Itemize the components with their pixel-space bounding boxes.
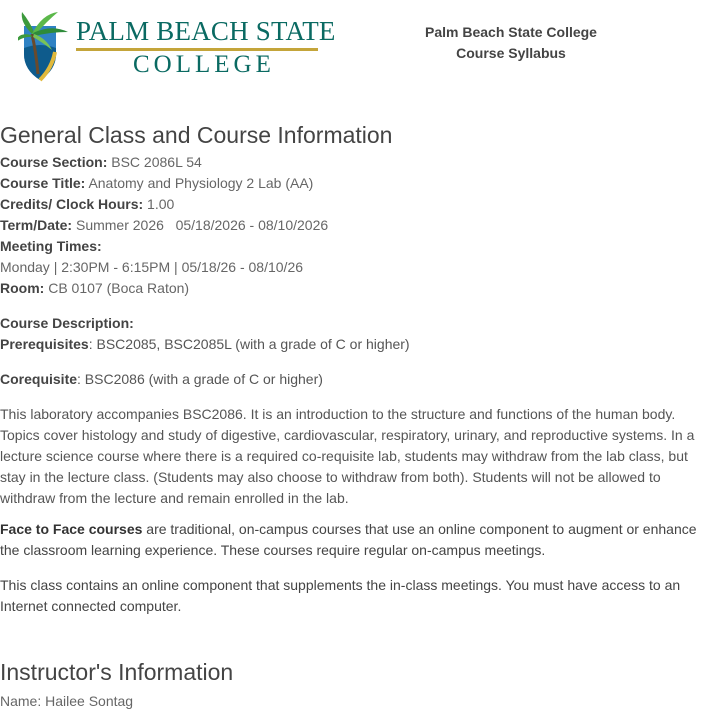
term-row xyxy=(0,215,720,236)
corequisite-label: Corequisite xyxy=(0,371,78,387)
course-title-row xyxy=(0,173,720,194)
logo-wordmark-bottom: COLLEGE xyxy=(133,51,275,78)
course-description-label: Course Description: xyxy=(0,315,134,331)
logo-wordmark-top: PALM BEACH STATE xyxy=(76,16,336,46)
college-logo xyxy=(18,8,336,83)
term-label: Term/Date: xyxy=(0,217,73,233)
course-section-row xyxy=(0,152,720,173)
college-name: Palm Beach State College xyxy=(425,24,597,40)
room-row xyxy=(0,278,720,299)
general-info-heading: General Class and Course Information xyxy=(0,122,393,148)
course-description-row xyxy=(0,313,720,334)
meeting-times-value: Monday | 2:30PM - 6:15PM | 05/18/26 - 08/10/26 xyxy=(0,259,304,275)
prerequisites-row xyxy=(0,334,720,355)
online-component-paragraph: This class contains an online component that supplements the in-class meetings. You must have access to an Internet connected computer. xyxy=(0,577,681,614)
meeting-times-row xyxy=(0,236,720,257)
meeting-times-label: Meeting Times: xyxy=(0,238,102,254)
credits-value: 1.00 xyxy=(147,196,175,212)
page-header xyxy=(0,0,720,95)
course-description-text: This laboratory accompanies BSC2086. It is an introduction to the structure and functions of the human body. Topics cover histology and study of digestive, cardiovascular, respiratory, urinary, and reproductive systems. In a lecture science course where there is a required co-requisite lab, students may withdraw from the lab class, but stay in the lecture class. (Students may also choose to withdraw from both). Students will not be allowed to withdraw from the lecture and remain enrolled in the lab. xyxy=(0,406,695,506)
course-title-value: Anatomy and Physiology 2 Lab (AA) xyxy=(88,175,314,191)
face-to-face-paragraph xyxy=(0,519,716,561)
instructor-info-heading: Instructor's Information xyxy=(0,659,234,685)
corequisite-value: : BSC2086 (with a grade of C or higher) xyxy=(77,371,323,387)
face-to-face-text: are traditional, on-campus courses that use an online component to augment or enhance the classroom learning experience. These courses require regular on-campus meetings. xyxy=(0,521,697,558)
term-value: Summer 2026 05/18/2026 - 08/10/2026 xyxy=(75,217,329,233)
document-title: Course Syllabus xyxy=(456,45,566,61)
header-title-block xyxy=(400,22,622,64)
course-title-label: Course Title: xyxy=(0,175,86,191)
room-value: CB 0107 (Boca Raton) xyxy=(48,280,190,296)
prerequisites-value: : BSC2085, BSC2085L (with a grade of C or higher) xyxy=(88,336,410,352)
course-section-label: Course Section: xyxy=(0,154,108,170)
face-to-face-label: Face to Face courses xyxy=(0,521,143,537)
corequisite-row xyxy=(0,369,720,390)
meeting-times-value-row xyxy=(0,257,720,278)
room-label: Room: xyxy=(0,280,45,296)
palm-shield-icon xyxy=(18,8,78,83)
course-section-value: BSC 2086L 54 xyxy=(111,154,202,170)
credits-row xyxy=(0,194,720,215)
instructor-name: Name: Hailee Sontag xyxy=(0,693,134,709)
credits-label: Credits/ Clock Hours: xyxy=(0,196,144,212)
syllabus-content xyxy=(0,118,720,712)
prerequisites-label: Prerequisites xyxy=(0,336,89,352)
